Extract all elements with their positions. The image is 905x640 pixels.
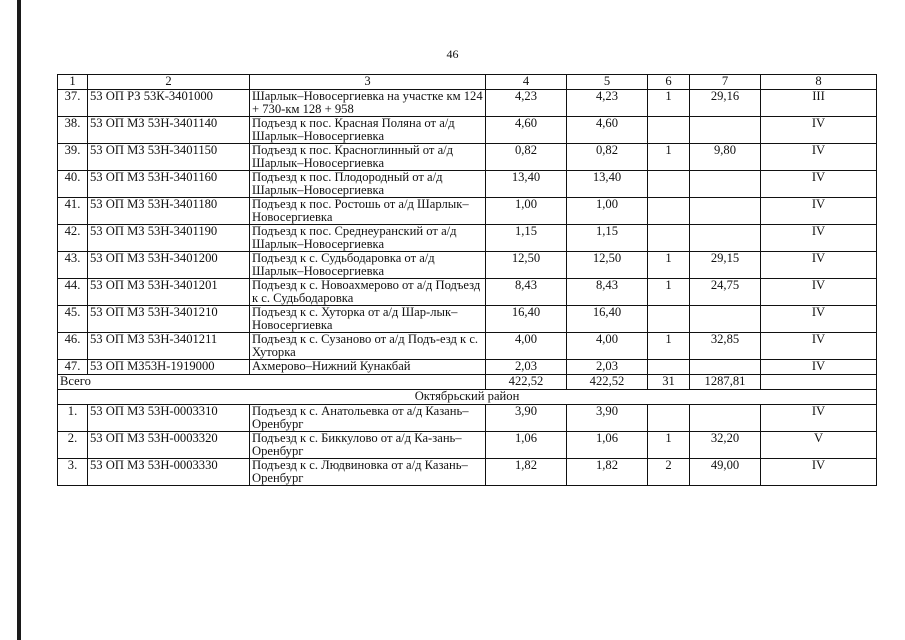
length-paved: 1,06 — [567, 432, 648, 459]
scan-edge-line — [17, 0, 21, 640]
road-category: IV — [761, 225, 877, 252]
district-heading: Октябрьский район — [58, 390, 877, 405]
length-total: 16,40 — [486, 306, 567, 333]
length-paved: 4,23 — [567, 90, 648, 117]
bridge-length: 49,00 — [690, 459, 761, 486]
bridge-count — [648, 360, 690, 375]
table-row — [58, 171, 877, 198]
bridge-count: 1 — [648, 144, 690, 171]
road-category: IV — [761, 198, 877, 225]
road-name: Подъезд к с. Анатольевка от а/д Казань–Оренбург — [250, 405, 486, 432]
road-category: IV — [761, 306, 877, 333]
table-row — [58, 225, 877, 252]
length-paved: 2,03 — [567, 360, 648, 375]
road-category: V — [761, 432, 877, 459]
header-cell: 7 — [690, 75, 761, 90]
bridge-length: 9,80 — [690, 144, 761, 171]
road-code: 53 ОП МЗ 53Н-3401160 — [88, 171, 250, 198]
table-row — [58, 144, 877, 171]
road-category: IV — [761, 459, 877, 486]
total-paved: 422,52 — [567, 375, 648, 390]
header-row — [58, 75, 877, 90]
length-total: 4,00 — [486, 333, 567, 360]
table-row — [58, 198, 877, 225]
table-row — [58, 117, 877, 144]
bridge-count — [648, 198, 690, 225]
total-bridge-length: 1287,81 — [690, 375, 761, 390]
length-total: 3,90 — [486, 405, 567, 432]
road-category: IV — [761, 333, 877, 360]
row-number: 43. — [58, 252, 88, 279]
length-paved: 3,90 — [567, 405, 648, 432]
header-cell: 8 — [761, 75, 877, 90]
district-row — [58, 390, 877, 405]
row-number: 3. — [58, 459, 88, 486]
length-total: 1,06 — [486, 432, 567, 459]
header-cell: 1 — [58, 75, 88, 90]
bridge-count: 1 — [648, 333, 690, 360]
road-name: Подъезд к с. Сузаново от а/д Подъ-езд к с. Хуторка — [250, 333, 486, 360]
road-name: Подъезд к пос. Плодородный от а/д Шарлык–Новосергиевка — [250, 171, 486, 198]
road-category: IV — [761, 252, 877, 279]
road-name: Подъезд к пос. Ростошь от а/д Шарлык–Новосергиевка — [250, 198, 486, 225]
road-name: Подъезд к с. Судьбодаровка от а/д Шарлык–Новосергиевка — [250, 252, 486, 279]
bridge-length: 24,75 — [690, 279, 761, 306]
road-code: 53 ОП МЗ53Н-1919000 — [88, 360, 250, 375]
header-cell: 3 — [250, 75, 486, 90]
length-paved: 1,15 — [567, 225, 648, 252]
road-code: 53 ОП МЗ 53Н-0003310 — [88, 405, 250, 432]
length-total: 0,82 — [486, 144, 567, 171]
road-name: Подъезд к с. Хуторка от а/д Шар-лык–Новосергиевка — [250, 306, 486, 333]
row-number: 37. — [58, 90, 88, 117]
total-bridges: 31 — [648, 375, 690, 390]
header-cell: 2 — [88, 75, 250, 90]
road-code: 53 ОП МЗ 53Н-3401211 — [88, 333, 250, 360]
table-row — [58, 333, 877, 360]
road-name: Подъезд к с. Новоахмерово от а/д Подъезд к с. Судьбодаровка — [250, 279, 486, 306]
road-name: Ахмерово–Нижний Кунакбай — [250, 360, 486, 375]
road-code: 53 ОП МЗ 53Н-3401140 — [88, 117, 250, 144]
road-category: III — [761, 90, 877, 117]
bridge-length — [690, 198, 761, 225]
table-row — [58, 252, 877, 279]
road-code: 53 ОП МЗ 53Н-3401180 — [88, 198, 250, 225]
page-number: 46 — [446, 47, 459, 61]
road-name: Подъезд к пос. Красная Поляна от а/д Шарлык–Новосергиевка — [250, 117, 486, 144]
table-row — [58, 360, 877, 375]
road-name: Подъезд к с. Биккулово от а/д Ка-зань–Оренбург — [250, 432, 486, 459]
road-code: 53 ОП МЗ 53Н-3401190 — [88, 225, 250, 252]
road-name: Шарлык–Новосергиевка на участке км 124 + 730-км 128 + 958 — [250, 90, 486, 117]
bridge-length: 29,15 — [690, 252, 761, 279]
empty-cell — [761, 375, 877, 390]
bridge-count: 1 — [648, 90, 690, 117]
length-total: 4,60 — [486, 117, 567, 144]
row-number: 42. — [58, 225, 88, 252]
length-total: 4,23 — [486, 90, 567, 117]
length-total: 1,82 — [486, 459, 567, 486]
bridge-length — [690, 405, 761, 432]
row-number: 47. — [58, 360, 88, 375]
total-length: 422,52 — [486, 375, 567, 390]
bridge-length — [690, 306, 761, 333]
bridge-length — [690, 225, 761, 252]
table-row — [58, 459, 877, 486]
road-name: Подъезд к с. Людвиновка от а/д Казань–Оренбург — [250, 459, 486, 486]
road-code: 53 ОП МЗ 53Н-0003320 — [88, 432, 250, 459]
table-row — [58, 432, 877, 459]
row-number: 44. — [58, 279, 88, 306]
bridge-count: 1 — [648, 432, 690, 459]
road-code: 53 ОП МЗ 53Н-3401201 — [88, 279, 250, 306]
total-label: Всего — [58, 375, 486, 390]
length-paved: 4,60 — [567, 117, 648, 144]
header-cell: 6 — [648, 75, 690, 90]
table-row — [58, 306, 877, 333]
roads-table — [57, 74, 877, 486]
road-code: 53 ОП МЗ 53Н-3401150 — [88, 144, 250, 171]
length-paved: 0,82 — [567, 144, 648, 171]
bridge-length: 32,85 — [690, 333, 761, 360]
row-number: 39. — [58, 144, 88, 171]
bridge-length — [690, 117, 761, 144]
table-row — [58, 90, 877, 117]
length-paved: 16,40 — [567, 306, 648, 333]
row-number: 45. — [58, 306, 88, 333]
bridge-count: 1 — [648, 252, 690, 279]
table-row — [58, 405, 877, 432]
bridge-length: 29,16 — [690, 90, 761, 117]
road-category: IV — [761, 279, 877, 306]
road-category: IV — [761, 144, 877, 171]
road-code: 53 ОП РЗ 53К-3401000 — [88, 90, 250, 117]
length-paved: 1,82 — [567, 459, 648, 486]
road-code: 53 ОП МЗ 53Н-3401200 — [88, 252, 250, 279]
bridge-count — [648, 171, 690, 198]
bridge-count — [648, 405, 690, 432]
length-total: 8,43 — [486, 279, 567, 306]
bridge-count: 1 — [648, 279, 690, 306]
row-number: 38. — [58, 117, 88, 144]
bridge-count — [648, 117, 690, 144]
length-paved: 4,00 — [567, 333, 648, 360]
row-number: 1. — [58, 405, 88, 432]
length-paved: 1,00 — [567, 198, 648, 225]
row-number: 40. — [58, 171, 88, 198]
row-number: 46. — [58, 333, 88, 360]
row-number: 41. — [58, 198, 88, 225]
length-paved: 13,40 — [567, 171, 648, 198]
road-category: IV — [761, 117, 877, 144]
header-cell: 5 — [567, 75, 648, 90]
length-total: 2,03 — [486, 360, 567, 375]
length-total: 13,40 — [486, 171, 567, 198]
bridge-count — [648, 225, 690, 252]
row-number: 2. — [58, 432, 88, 459]
total-row — [58, 375, 877, 390]
road-name: Подъезд к пос. Красноглинный от а/д Шарлык–Новосергиевка — [250, 144, 486, 171]
road-category: IV — [761, 171, 877, 198]
road-name: Подъезд к пос. Среднеуранский от а/д Шарлык–Новосергиевка — [250, 225, 486, 252]
road-code: 53 ОП МЗ 53Н-0003330 — [88, 459, 250, 486]
length-paved: 12,50 — [567, 252, 648, 279]
length-paved: 8,43 — [567, 279, 648, 306]
length-total: 1,00 — [486, 198, 567, 225]
length-total: 1,15 — [486, 225, 567, 252]
road-code: 53 ОП МЗ 53Н-3401210 — [88, 306, 250, 333]
bridge-count: 2 — [648, 459, 690, 486]
bridge-length — [690, 171, 761, 198]
bridge-length — [690, 360, 761, 375]
bridge-count — [648, 306, 690, 333]
length-total: 12,50 — [486, 252, 567, 279]
bridge-length: 32,20 — [690, 432, 761, 459]
table-row — [58, 279, 877, 306]
road-category: IV — [761, 405, 877, 432]
road-category: IV — [761, 360, 877, 375]
header-cell: 4 — [486, 75, 567, 90]
